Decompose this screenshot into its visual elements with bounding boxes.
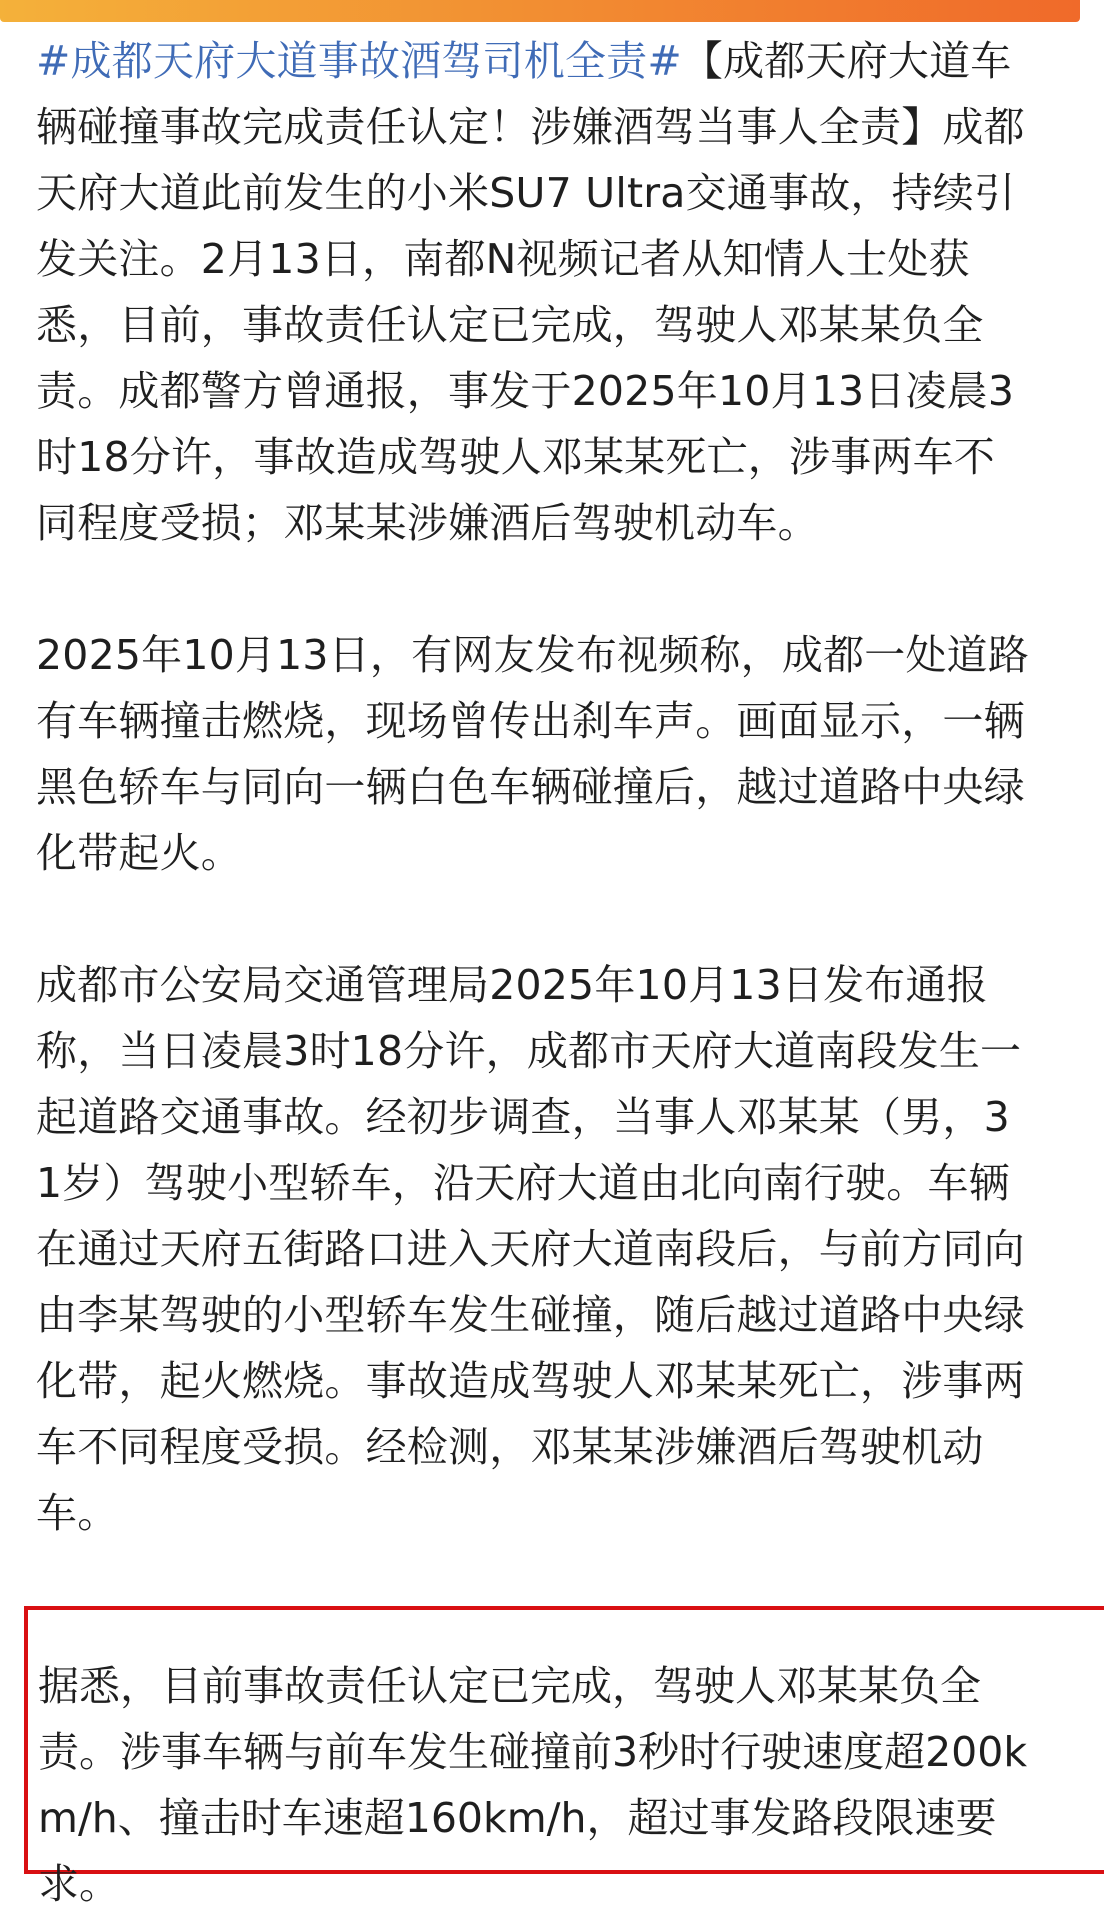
post-paragraph-2: 2025年10月13日，有网友发布视频称，成都一处道路有车辆撞击燃烧，现场曾传出刹车声。画面显示，一辆黑色轿车与同向一辆白色车辆碰撞后，越过道路中央绿化带起火。 (36, 631, 1030, 877)
paragraph-1-text: 【成都天府大道车辆碰撞事故完成责任认定！涉嫌酒驾当事人全责】成都天府大道此前发生的小米SU7 Ultra交通事故，持续引发关注。2月13日，南都N视频记者从知情人士处获悉，目前，事故责任认定已完成，驾驶人邓某某负全责。成都警方曾通报，事发于2025年10月13日凌晨3时18分许，事故造成驾驶人邓某某死亡，涉事两车不同程度受损；邓某某涉嫌酒后驾驶机动车。 (36, 37, 1025, 547)
post-paragraph-4: 据悉，目前事故责任认定已完成，驾驶人邓某某负全责。涉事车辆与前车发生碰撞前3秒时行驶速度超200km/h、撞击时车速超160km/h，超过事发路段限速要求。 (38, 1662, 1028, 1908)
hashtag-link[interactable]: #成都天府大道事故酒驾司机全责# (36, 37, 682, 85)
top-accent-strip (0, 0, 1080, 22)
post-paragraph-1 (36, 28, 1036, 556)
post-body (36, 28, 1036, 1612)
post-paragraph-3: 成都市公安局交通管理局2025年10月13日发布通报称，当日凌晨3时18分许，成都市天府大道南段发生一起道路交通事故。经初步调查，当事人邓某某（男，31岁）驾驶小型轿车，沿天府大道由北向南行驶。车辆在通过天府五街路口进入天府大道南段后，与前方同向由李某驾驶的小型轿车发生碰撞，随后越过道路中央绿化带，起火燃烧。事故造成驾驶人邓某某死亡，涉事两车不同程度受损。经检测，邓某某涉嫌酒后驾驶机动车。 (36, 961, 1025, 1537)
